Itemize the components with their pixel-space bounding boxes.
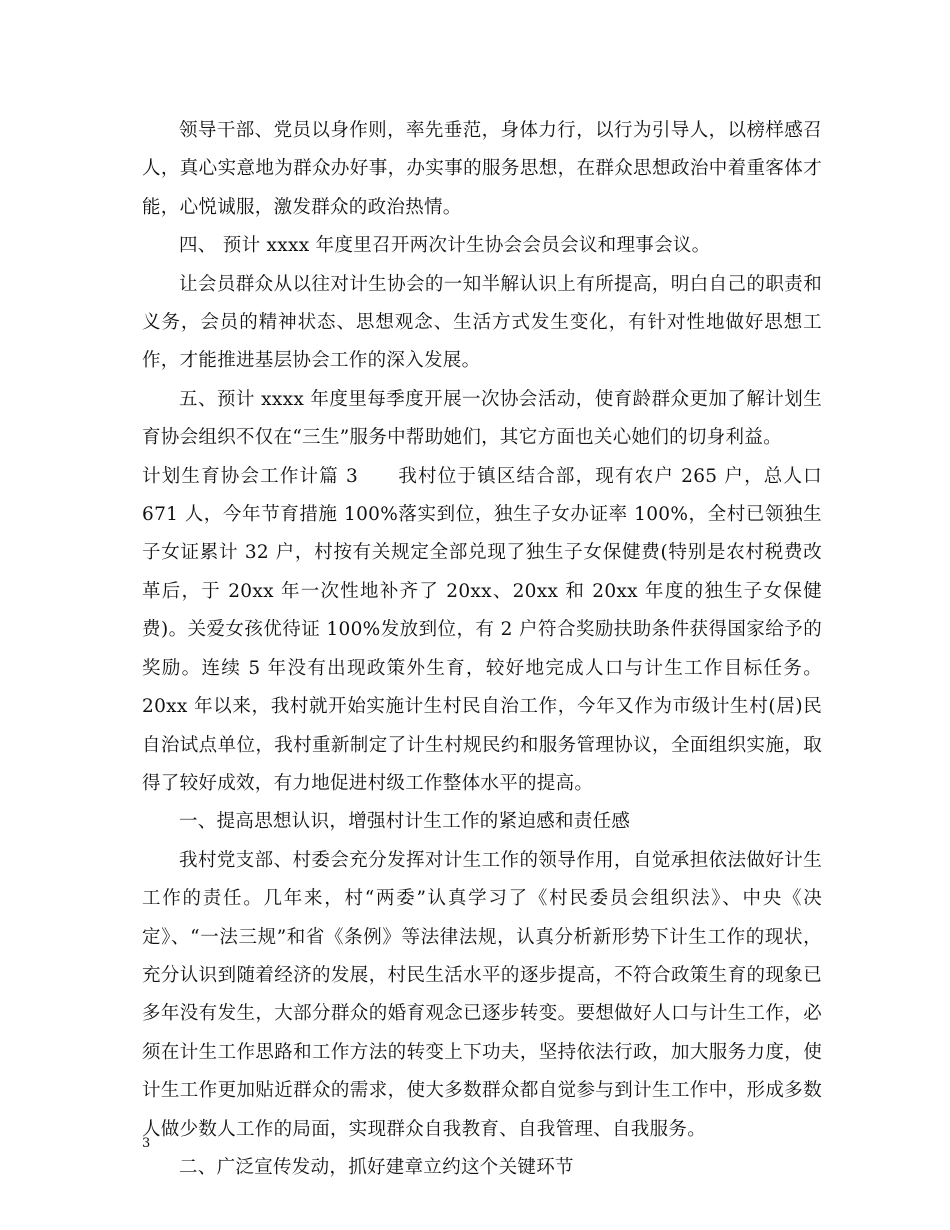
paragraph-4: 五、预计 xxxx 年度里每季度开展一次协会活动，使育龄群众更加了解计划生育协会组织不仅在“三生”服务中帮助她们，其它方面也关心她们的切身利益。 <box>142 388 822 449</box>
document-body <box>142 112 822 1187</box>
paragraph-6: 一、提高思想认识，增强村计生工作的紧迫感和责任感 <box>179 811 631 833</box>
paragraph-7: 我村党支部、村委会充分发挥对计生工作的领导作用，自觉承担依法做好计生工作的责任。几年来，村“两委”认真学习了《村民委员会组织法》、中央《决定》、“一法三规”和省《条例》等法律法规，认真分析新形势下计生工作的现状，充分认识到随着经济的发展，村民生活水平的逐步提高，不符合政策生育的现象已多年没有发生，大部分群众的婚育观念已逐步转变。要想做好人口与计生工作，必须在计生工作思路和工作方法的转变上下功夫，坚持依法行政，加大服务力度，使计生工作更加贴近群众的需求，使大多数群众都自觉参与到计生工作中，形成多数人做少数人工作的局面，实现群众自我教育、自我管理、自我服务。 <box>142 849 822 1140</box>
paragraph-8: 二、广泛宣传发动，抓好建章立约这个关键环节 <box>179 1156 574 1178</box>
page-number: 3 <box>142 1136 151 1151</box>
paragraph-1: 领导干部、党员以身作则，率先垂范，身体力行，以行为引导人，以榜样感召人，真心实意地为群众办好事，办实事的服务思想，在群众思想政治中着重客体才能，心悦诚服，激发群众的政治热情。 <box>142 120 822 218</box>
paragraph-3: 让会员群众从以往对计生协会的一知半解认识上有所提高，明白自己的职责和义务，会员的精神状态、思想观念、生活方式发生变化，有针对性地做好思想工作，才能推进基层协会工作的深入发展。 <box>142 273 822 372</box>
paragraph-2: 四、 预计 xxxx 年度里召开两次计生协会会员会议和理事会议。 <box>179 235 711 257</box>
paragraph-5: 计划生育协会工作计篇 3 我村位于镇区结合部，现有农户 265 户，总人口 671 人，今年节育措施 100%落实到位，独生子女办证率 100%，全村已领独生子女证累计 32 户，村按有关规定全部兑现了独生子女保健费(特别是农村税费改革后，于 20xx 年一次性地补齐了 20xx、20xx 和 20xx 年度的独生子女保健费)。关爱女孩优待证 100%发放到位，有 2 户符合奖励扶助条件获得国家给予的奖励。连续 5 年没有出现政策外生育，较好地完成人口与计生工作目标任务。20xx 年以来，我村就开始实施计生村民自治工作，今年又作为市级计生村(居)民自治试点单位，我村重新制定了计生村规民约和服务管理协议，全面组织实施，取得了较好成效，有力地促进村级工作整体水平的提高。 <box>142 465 822 794</box>
